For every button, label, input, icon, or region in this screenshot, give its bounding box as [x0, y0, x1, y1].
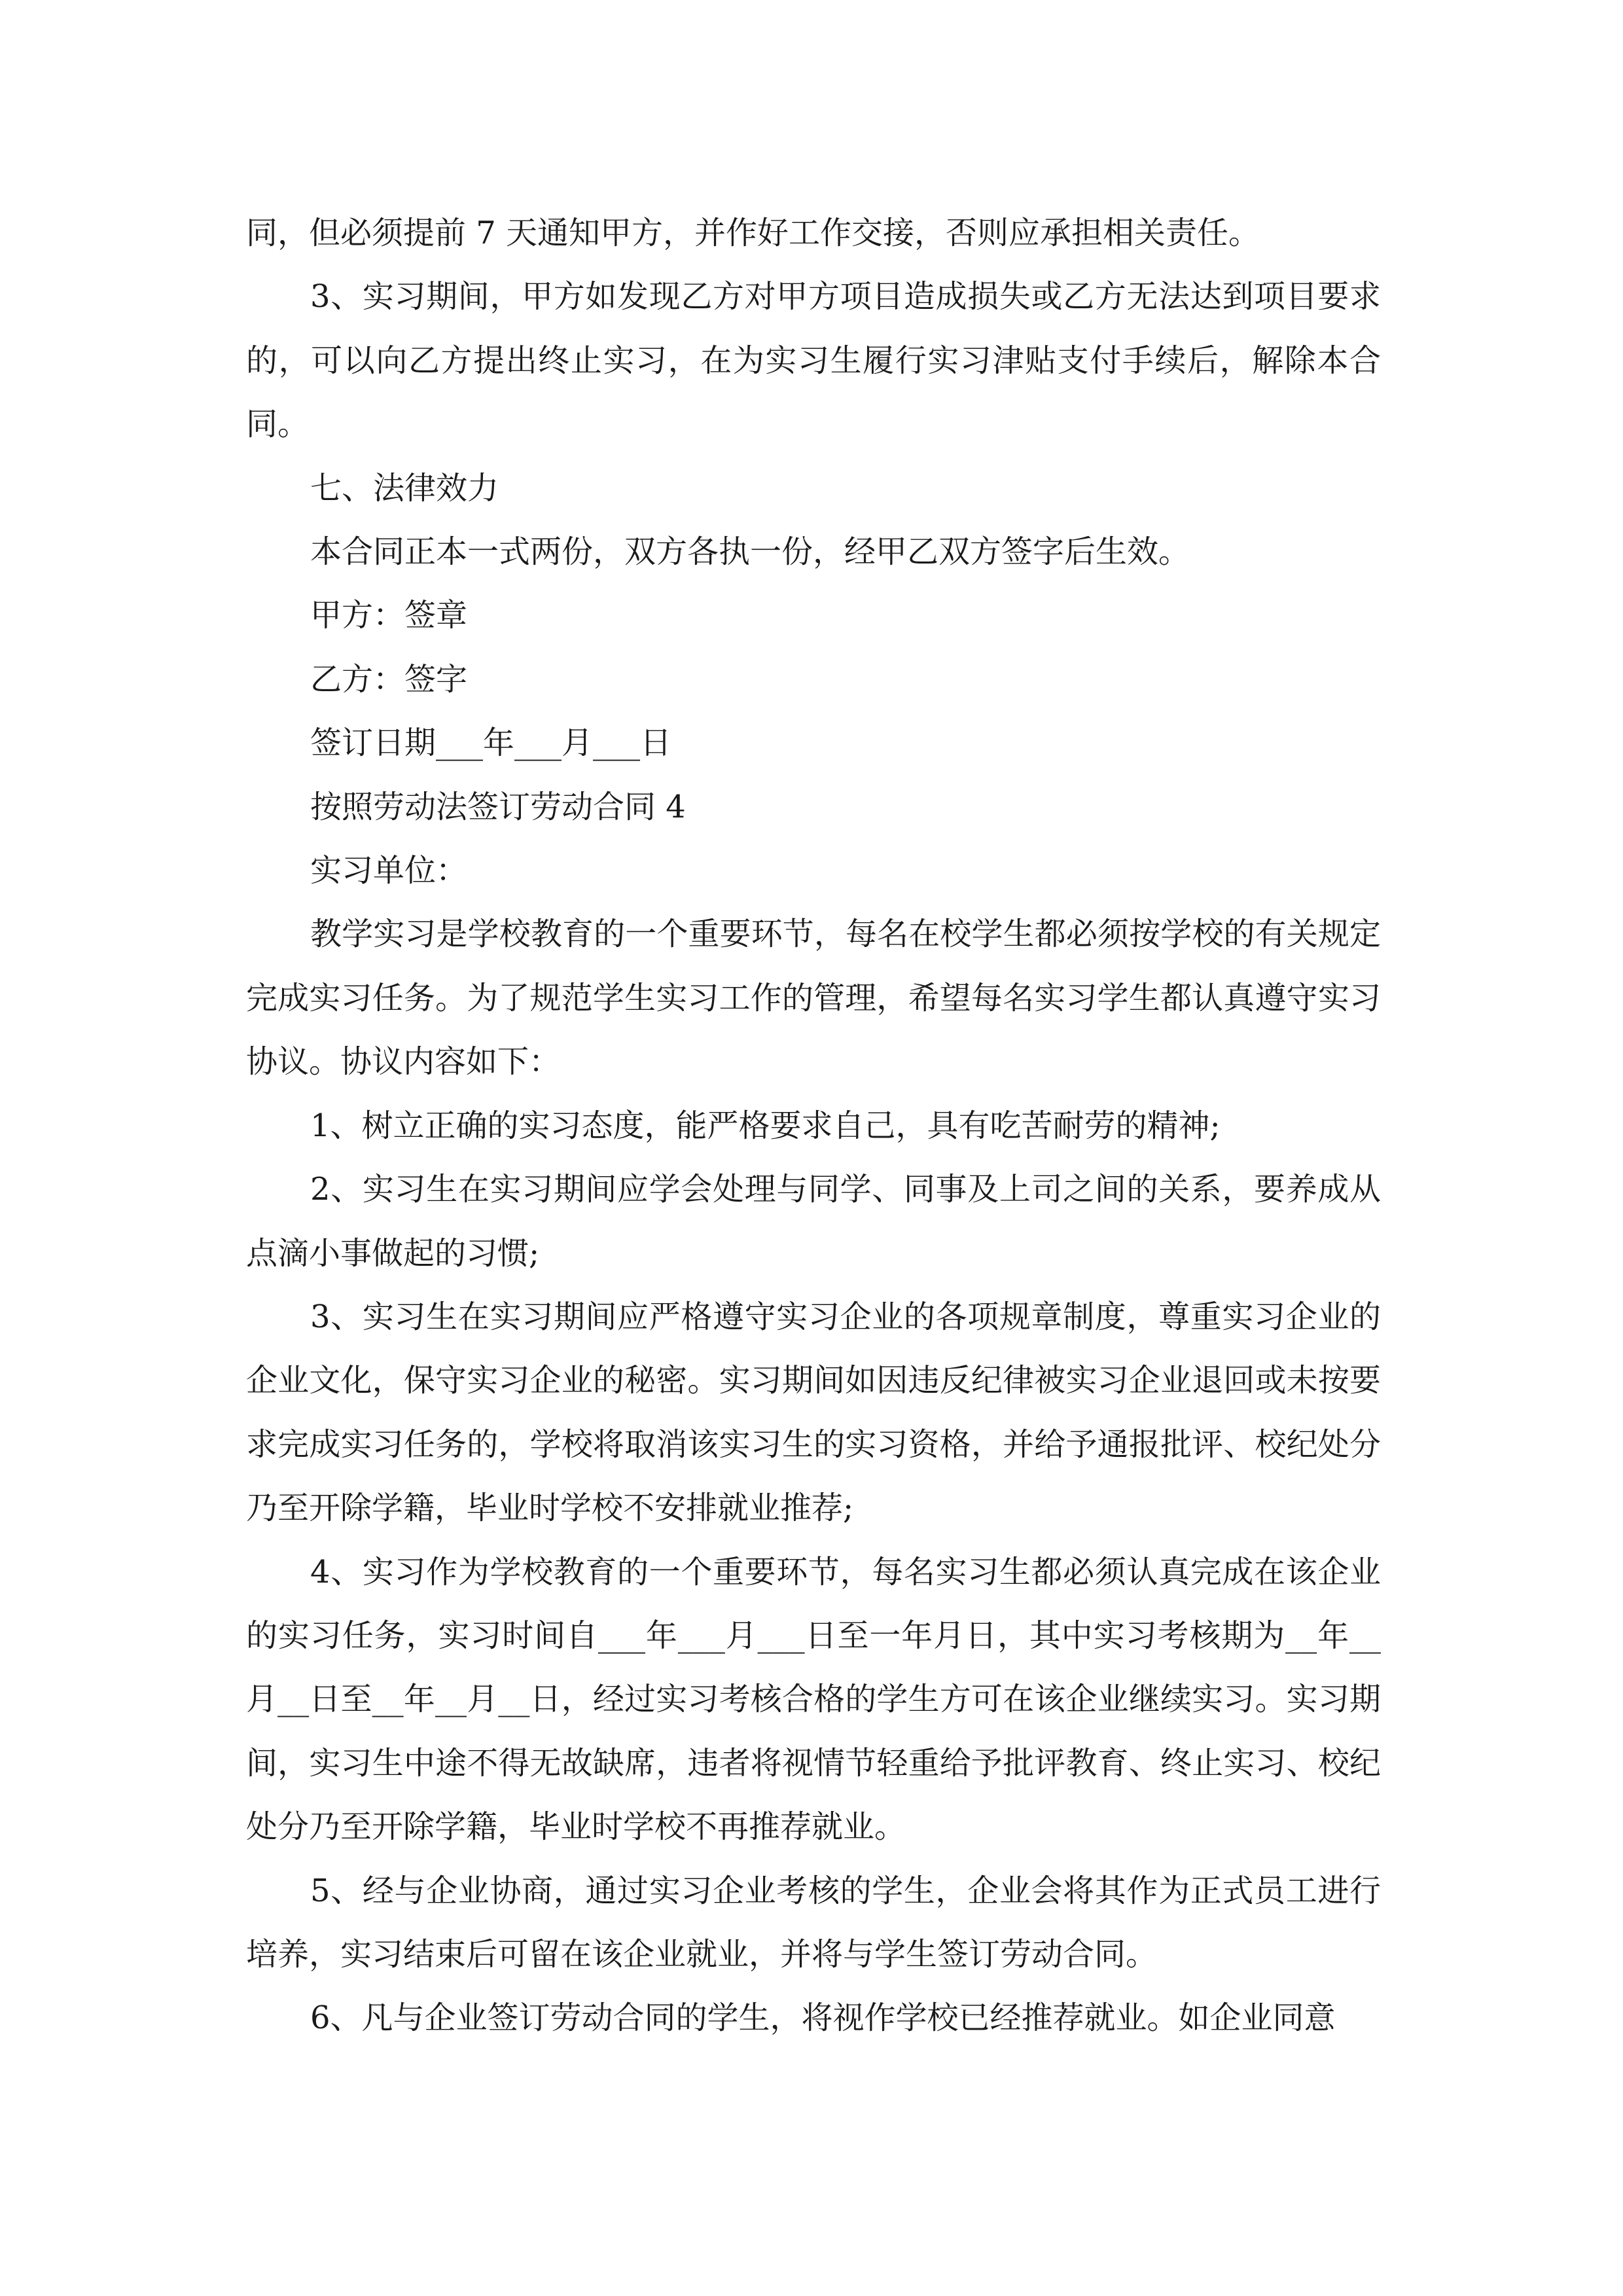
paragraph-item-5: 5、经与企业协商，通过实习企业考核的学生，企业会将其作为正式员工进行培养，实习结束后可留在该企业就业，并将与学生签订劳动合同。	[246, 1872, 1381, 1973]
paragraph-clause-3: 3、实习期间，甲方如发现乙方对甲方项目造成损失或乙方无法达到项目要求的，可以向乙方提出终止实习，在为实习生履行实习津贴支付手续后，解除本合同。	[246, 278, 1381, 443]
paragraph-continued: 同，但必须提前 7 天通知甲方，并作好工作交接，否则应承担相关责任。	[246, 215, 1260, 251]
contract-heading-4: 按照劳动法签订劳动合同 4	[310, 788, 686, 825]
party-a-signature-line: 甲方：签章	[310, 597, 468, 634]
party-b-signature-line: 乙方：签字	[310, 660, 468, 698]
paragraph-item-4: 4、实习作为学校教育的一个重要环节，每名实习生都必须认真完成在该企业的实习任务，实习时间自___年___月___日至一年月日，其中实习考核期为__年__月__日至__年__月__日，经过实习考核合格的学生方可在该企业继续实习。实习期间，实习生中途不得无故缺席，违者将视情节轻重给予批评教育、终止实习、校纪处分乃至开除学籍，毕业时学校不再推荐就业。	[246, 1553, 1381, 1846]
paragraph-item-3: 3、实习生在实习期间应严格遵守实习企业的各项规章制度，尊重实习企业的企业文化，保守实习企业的秘密。实习期间如因违反纪律被实习企业退回或未按要求完成实习任务的，学校将取消该实习生的实习资格，并给予通报批评、校纪处分乃至开除学籍，毕业时学校不安排就业推荐;	[246, 1298, 1381, 1527]
signing-date-line: 签订日期___年___月___日	[310, 725, 672, 762]
paragraph-intro: 教学实习是学校教育的一个重要环节，每名在校学生都必须按学校的有关规定完成实习任务。为了规范学生实习工作的管理，希望每名实习学生都认真遵守实习协议。协议内容如下：	[246, 916, 1381, 1081]
paragraph-item-2: 2、实习生在实习期间应学会处理与同学、同事及上司之间的关系，要养成从点滴小事做起的习惯;	[246, 1171, 1381, 1272]
paragraph-item-1: 1、树立正确的实习态度，能严格要求自己，具有吃苦耐劳的精神;	[310, 1107, 1221, 1144]
paragraph-copies: 本合同正本一式两份，双方各执一份，经甲乙双方签字后生效。	[310, 533, 1190, 571]
internship-unit-line: 实习单位：	[310, 852, 468, 889]
section-heading-legal-effect: 七、法律效力	[310, 469, 499, 507]
document-body	[246, 202, 1381, 2051]
paragraph-item-6: 6、凡与企业签订劳动合同的学生，将视作学校已经推荐就业。如企业同意	[310, 2000, 1336, 2037]
